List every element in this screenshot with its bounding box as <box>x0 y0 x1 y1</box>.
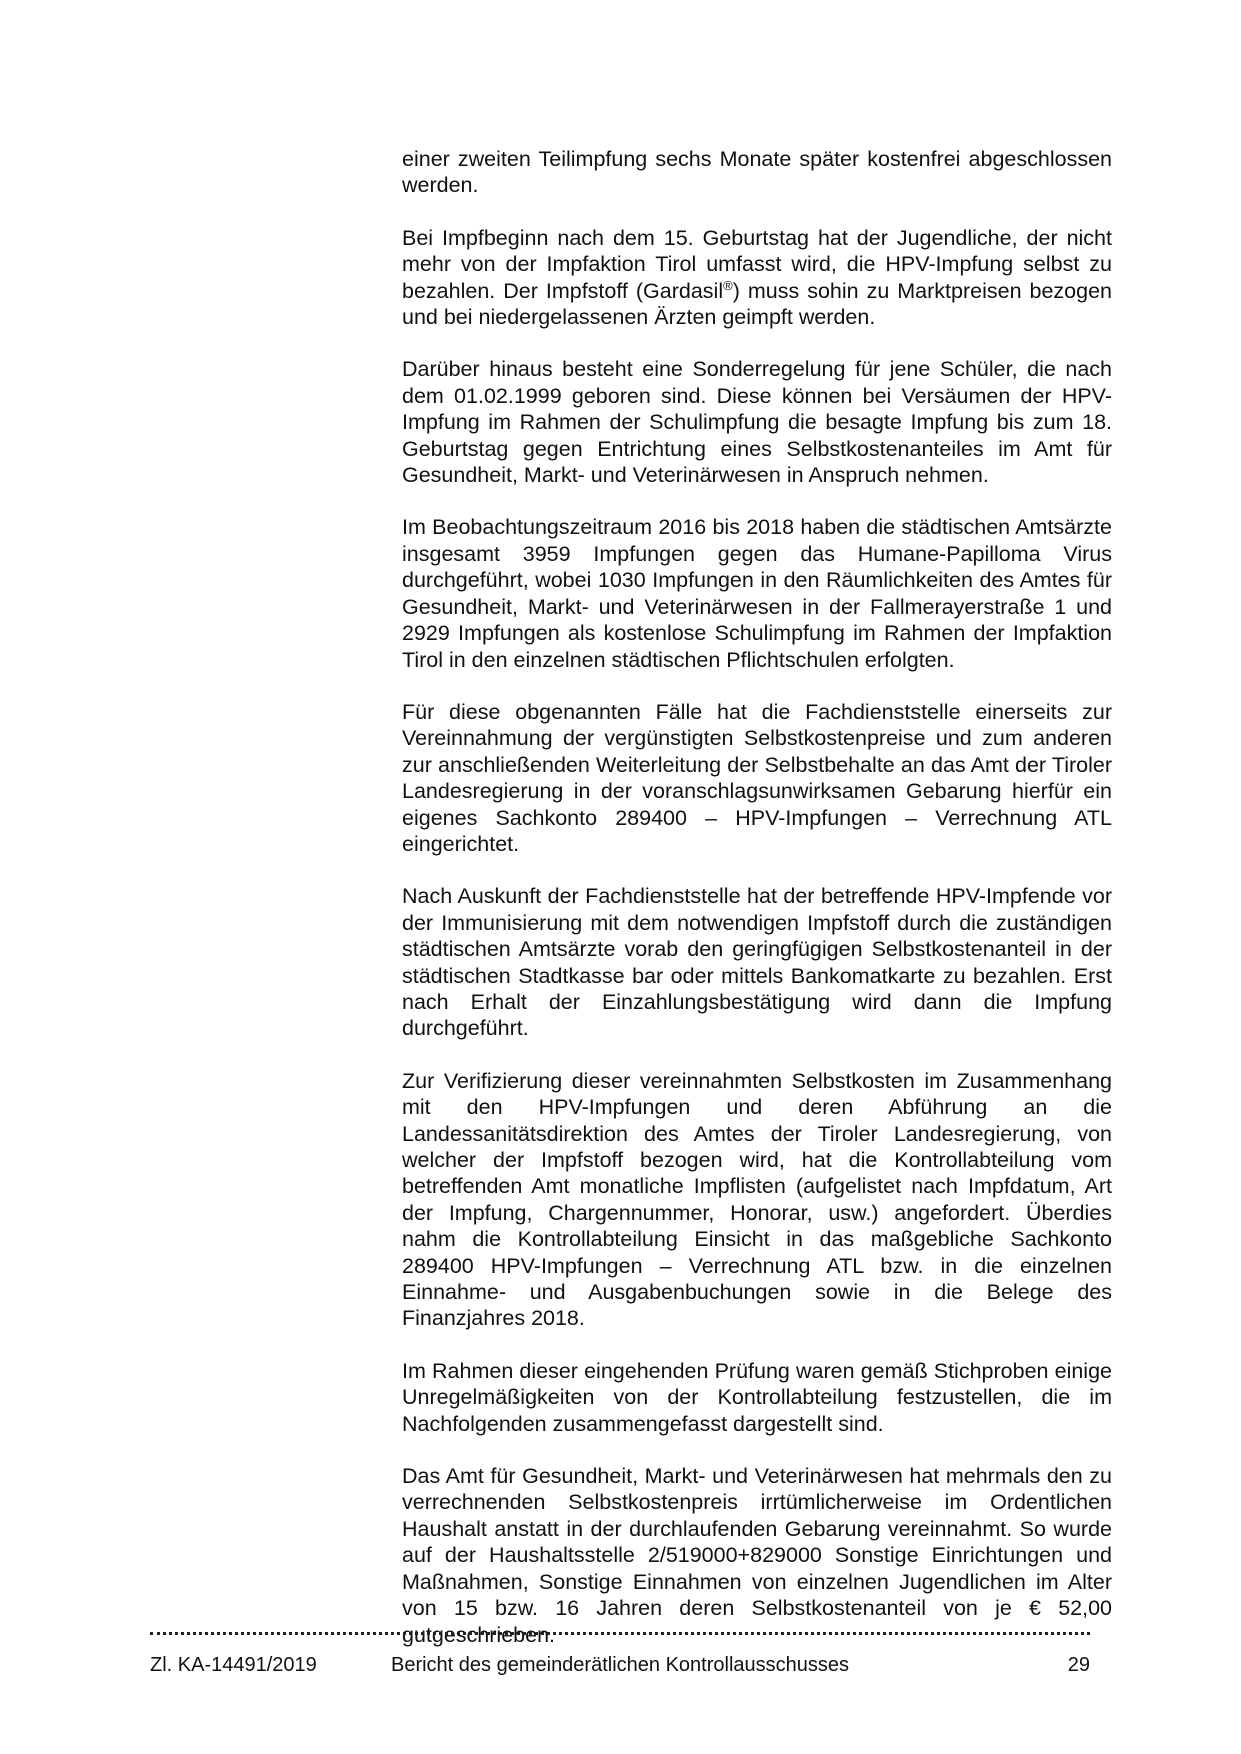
paragraph-6: Nach Auskunft der Fachdienststelle hat der betreffende HPV-Impfende vor der Immunisierung mit dem notwendigen Impfstoff durch die zuständigen städtischen Amtsärzte vorab den geringfügigen Selbstkostenanteil in der städtischen Stadtkasse bar oder mittels Bankomatkarte zu bezahlen. Erst nach Erhalt der Einzahlungsbestätigung wird dann die Impfung durchgeführt. <box>402 884 1112 1041</box>
paragraph-4: Im Beobachtungszeitraum 2016 bis 2018 haben die städtischen Amtsärzte insgesamt 3959 Impfungen gegen das Humane-Papilloma Virus durchgeführt, wobei 1030 Impfungen in den Räumlichkeiten des Amtes für Gesundheit, Markt- und Veterinärwesen in der Fallmerayerstraße 1 und 2929 Impfungen als kostenlose Schulimpfung im Rahmen der Impfaktion Tirol in den einzelnen städtischen Pflichtschulen erfolgten. <box>402 515 1112 672</box>
body-text <box>402 146 1112 1674</box>
page-footer <box>150 1652 1090 1682</box>
document-reference: Zl. KA-14491/2019 <box>150 1654 317 1676</box>
footer-divider <box>150 1632 1090 1635</box>
report-title: Bericht des gemeinderätlichen Kontrollausschusses <box>390 1654 850 1676</box>
paragraph-8: Im Rahmen dieser eingehenden Prüfung waren gemäß Stichproben einige Unregelmäßigkeiten von der Kontrollabteilung festzustellen, die im Nachfolgenden zusammengefasst dargestellt sind. <box>402 1358 1112 1436</box>
registered-mark: ® <box>723 277 733 293</box>
paragraph-2: Bei Impfbeginn nach dem 15. Geburtstag hat der Jugendliche, der nicht mehr von der Impfaktion Tirol umfasst wird, die HPV-Impfung selbst zu bezahlen. Der Impfstoff (Gardasil®) muss sohin zu Marktpreisen bezogen und bei niedergelassenen Ärzten geimpft werden. <box>402 225 1113 330</box>
paragraph-5: Für diese obgenannten Fälle hat die Fachdienststelle einerseits zur Vereinnahmung der vergünstigten Selbstkostenpreise und zum anderen zur anschließenden Weiterleitung der Selbstbehalte an das Amt der Tiroler Landesregierung in der voranschlagsunwirksamen Gebarung hierfür ein eigenes Sachkonto 289400 – HPV-Impfungen – Verrechnung ATL eingerichtet. <box>402 699 1112 856</box>
paragraph-3: Darüber hinaus besteht eine Sonderregelung für jene Schüler, die nach dem 01.02.1999 geboren sind. Diese können bei Versäumen der HPV-Impfung im Rahmen der Schulimpfung die besagte Impfung bis zum 18. Geburtstag gegen Entrichtung eines Selbstkostenanteiles im Amt für Gesundheit, Markt- und Veterinärwesen in Anspruch nehmen. <box>402 357 1112 488</box>
page-number: 29 <box>1067 1654 1090 1676</box>
paragraph-1: einer zweiten Teilimpfung sechs Monate später kostenfrei abgeschlossen werden. <box>402 147 1112 198</box>
paragraph-9: Das Amt für Gesundheit, Markt- und Veterinärwesen hat mehrmals den zu verrechnenden Selbstkostenpreis irrtümlicherweise im Ordentlichen Haushalt anstatt in der durchlaufenden Gebarung vereinnahmt. So wurde auf der Haushaltsstelle 2/519000+829000 Sonstige Einrichtungen und Maßnahmen, Sonstige Einnahmen von einzelnen Jugendlichen im Alter von 15 bzw. 16 Jahren deren Selbstkostenanteil von je € 52,00 gutgeschrieben. <box>402 1464 1112 1647</box>
paragraph-7: Zur Verifizierung dieser vereinnahmten Selbstkosten im Zusammenhang mit den HPV-Impfungen und deren Abführung an die Landessanitätsdirektion des Amtes der Tiroler Landesregierung, von welcher der Impfstoff bezogen wird, hat die Kontrollabteilung vom betreffenden Amt monatliche Impflisten (aufgelistet nach Impfdatum, Art der Impfung, Chargennummer, Honorar, usw.) angefordert. Überdies nahm die Kontrollabteilung Einsicht in das maßgebliche Sachkonto 289400 HPV-Impfungen – Verrechnung ATL bzw. in die einzelnen Einnahme- und Ausgabenbuchungen sowie in die Belege des Finanzjahres 2018. <box>402 1068 1112 1331</box>
